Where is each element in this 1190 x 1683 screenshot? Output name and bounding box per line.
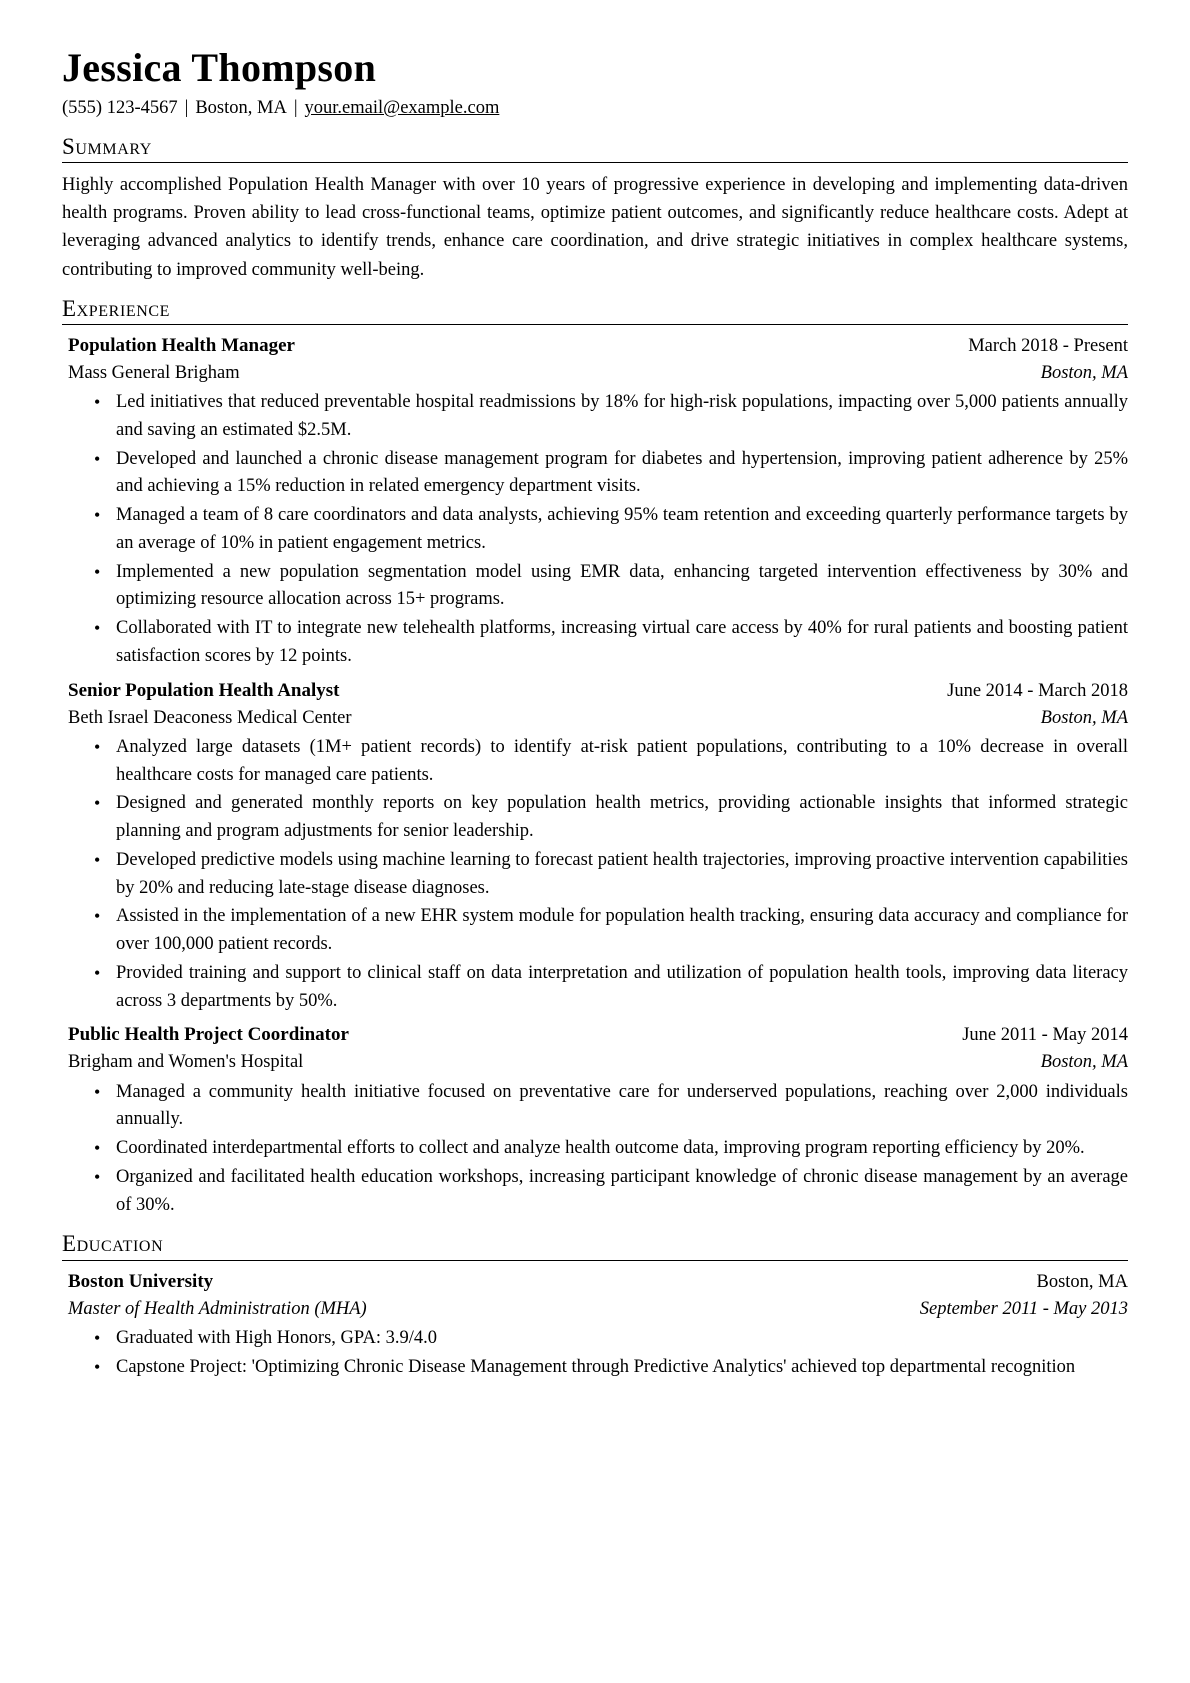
section-rule-education bbox=[62, 1260, 1128, 1261]
job-title: Population Health Manager bbox=[68, 334, 295, 356]
education-bullet: • Graduated with High Honors, GPA: 3.9/4.0 bbox=[114, 1325, 1128, 1353]
job-location: Boston, MA bbox=[1040, 362, 1128, 383]
experience-entry-subheader bbox=[62, 360, 1128, 386]
contact-email-link[interactable]: your.email@example.com bbox=[304, 98, 500, 118]
education-bullet-list bbox=[62, 1325, 1128, 1382]
experience-entry-header bbox=[62, 1022, 1128, 1049]
section-rule-summary bbox=[62, 162, 1128, 163]
education-bullet: • Capstone Project: 'Optimizing Chronic Disease Management through Predictive Analytics' achieved top departmental recognition bbox=[114, 1354, 1128, 1382]
job-bullet: • Implemented a new population segmentation model using EMR data, enhancing targeted intervention effectiveness by 30% and optimizing resource allocation across 15+ programs. bbox=[114, 559, 1128, 615]
experience-entry bbox=[62, 678, 1128, 1016]
school-location: Boston, MA bbox=[1036, 1271, 1128, 1292]
contact-line bbox=[62, 96, 1128, 122]
job-title: Public Health Project Coordinator bbox=[68, 1024, 349, 1046]
contact-separator-2: | bbox=[293, 98, 298, 118]
job-organization: Mass General Brigham bbox=[68, 362, 240, 383]
job-bullet: • Coordinated interdepartmental efforts to collect and analyze health outcome data, improving program reporting efficiency by 20%. bbox=[114, 1135, 1128, 1163]
education-entry bbox=[62, 1269, 1128, 1382]
education-entry-subheader bbox=[62, 1296, 1128, 1322]
job-bullet: • Assisted in the implementation of a new EHR system module for population health tracking, ensuring data accuracy and compliance for over 100,000 patient records. bbox=[114, 903, 1128, 959]
job-bullet: • Analyzed large datasets (1M+ patient records) to identify at-risk patient populations, contributing to a 10% decrease in overall healthcare costs for managed care patients. bbox=[114, 734, 1128, 790]
job-location: Boston, MA bbox=[1040, 707, 1128, 728]
education-entry-header bbox=[62, 1269, 1128, 1296]
contact-phone: (555) 123-4567 bbox=[62, 98, 178, 118]
contact-separator-1: | bbox=[184, 98, 189, 118]
experience-entry bbox=[62, 1022, 1128, 1219]
job-bullet: • Collaborated with IT to integrate new telehealth platforms, increasing virtual care access by 40% for rural patients and boosting patient satisfaction scores by 12 points. bbox=[114, 615, 1128, 671]
experience-entry-subheader bbox=[62, 1049, 1128, 1075]
experience-entry-header bbox=[62, 678, 1128, 705]
section-summary bbox=[62, 134, 1128, 284]
job-bullet-list bbox=[62, 734, 1128, 1016]
job-organization: Beth Israel Deaconess Medical Center bbox=[68, 707, 352, 728]
job-dates: March 2018 - Present bbox=[968, 335, 1128, 356]
job-bullet: • Managed a team of 8 care coordinators and data analysts, achieving 95% team retention and exceeding quarterly performance targets by an average of 10% in patient engagement metrics. bbox=[114, 502, 1128, 558]
section-rule-experience bbox=[62, 324, 1128, 325]
school-name: Boston University bbox=[68, 1270, 214, 1292]
job-title: Senior Population Health Analyst bbox=[68, 679, 340, 701]
job-location: Boston, MA bbox=[1040, 1052, 1128, 1073]
job-bullet: • Developed and launched a chronic disease management program for diabetes and hypertension, improving patient adherence by 25% and achieving a 15% reduction in related emergency department visits. bbox=[114, 446, 1128, 502]
education-dates: September 2011 - May 2013 bbox=[919, 1298, 1128, 1319]
job-bullet-list bbox=[62, 1079, 1128, 1220]
summary-paragraph: Highly accomplished Population Health Manager with over 10 years of progressive experience in developing and implementing data-driven health programs. Proven ability to lead cross-functional teams, optimize patient outcomes, and significantly reduce healthcare costs. Adept at leveraging advanced analytics to identify trends, enhance care coordination, and drive strategic initiatives in complex healthcare systems, contributing to improved community well-being. bbox=[62, 175, 1128, 280]
candidate-name: Jessica Thompson bbox=[62, 45, 377, 90]
contact-location: Boston, MA bbox=[195, 98, 287, 118]
section-experience bbox=[62, 296, 1128, 1220]
degree-name: Master of Health Administration (MHA) bbox=[68, 1298, 367, 1319]
experience-entry-header bbox=[62, 333, 1128, 360]
job-bullet: • Provided training and support to clinical staff on data interpretation and utilization of population health tools, improving data literacy across 3 departments by 50%. bbox=[114, 960, 1128, 1016]
experience-entry-subheader bbox=[62, 705, 1128, 731]
section-title-summary: Summary bbox=[62, 133, 152, 159]
section-education bbox=[62, 1231, 1128, 1381]
section-title-experience: Experience bbox=[62, 295, 171, 321]
job-bullet: • Developed predictive models using machine learning to forecast patient health trajectories, improving proactive intervention capabilities by 20% and reducing late-stage disease diagnoses. bbox=[114, 847, 1128, 903]
job-bullet: • Managed a community health initiative focused on preventative care for underserved populations, reaching over 2,000 individuals annually. bbox=[114, 1079, 1128, 1135]
job-dates: June 2011 - May 2014 bbox=[962, 1025, 1128, 1046]
section-title-education: Education bbox=[62, 1231, 164, 1257]
job-bullet: • Designed and generated monthly reports on key population health metrics, providing actionable insights that informed strategic planning and program adjustments for senior leadership. bbox=[114, 790, 1128, 846]
job-bullet-list bbox=[62, 389, 1128, 671]
experience-entry bbox=[62, 333, 1128, 671]
job-dates: June 2014 - March 2018 bbox=[947, 680, 1128, 701]
job-bullet: • Organized and facilitated health education workshops, increasing participant knowledge of chronic disease management by an average of 30%. bbox=[114, 1164, 1128, 1220]
job-organization: Brigham and Women's Hospital bbox=[68, 1052, 304, 1073]
job-bullet: • Led initiatives that reduced preventable hospital readmissions by 18% for high-risk populations, impacting over 5,000 patients annually and saving an estimated $2.5M. bbox=[114, 389, 1128, 445]
